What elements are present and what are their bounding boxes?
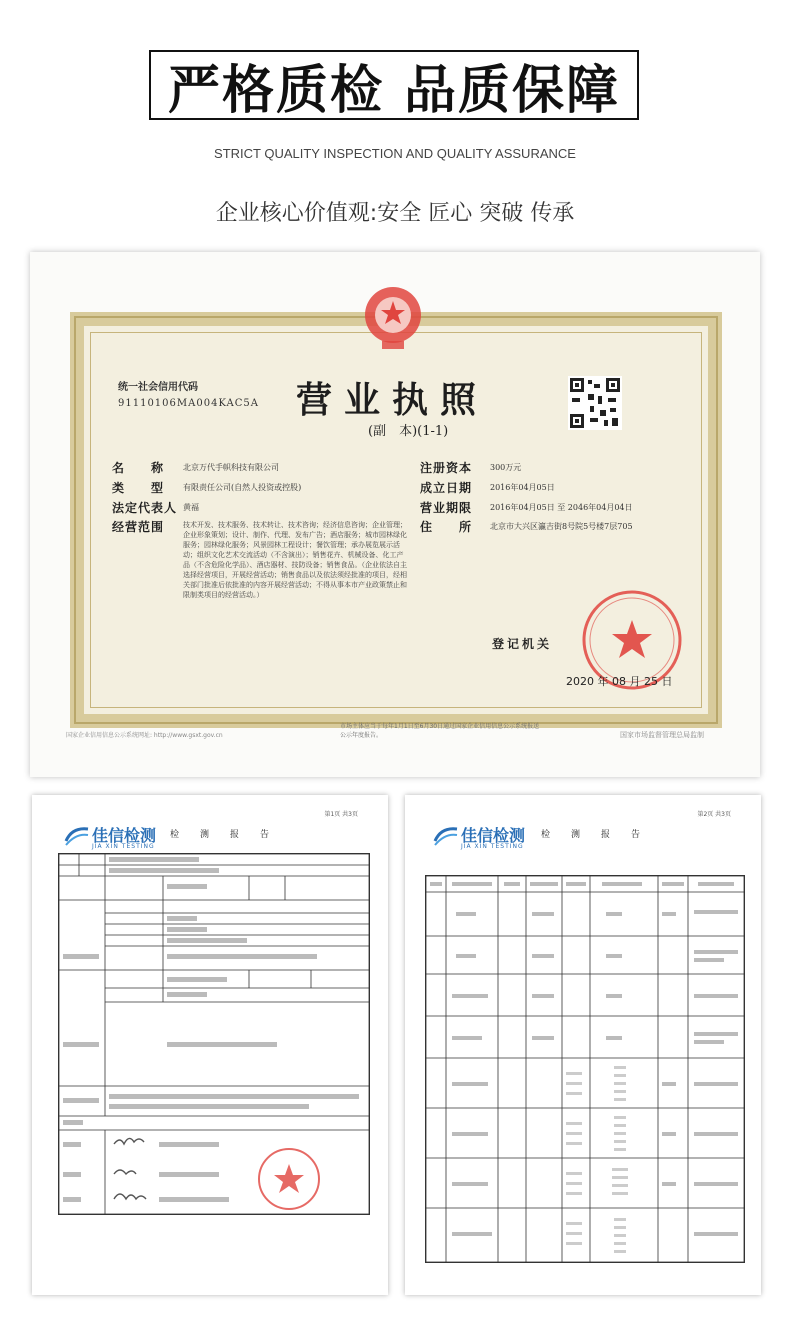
national-emblem-icon: [362, 283, 424, 353]
main-title: 严格质检 品质保障: [167, 60, 621, 121]
term-value: 2016年04月05日 至 2046年04月04日: [490, 503, 633, 512]
report-brand-en: JIA XIN TESTING: [461, 843, 524, 850]
testing-logo-icon: [433, 823, 459, 847]
license-footer-website: 国家企业信用信息公示系统网址: http://www.gsxt.gov.cn: [66, 732, 223, 739]
report-brand-en: JIA XIN TESTING: [92, 843, 155, 850]
report-title: 检 测 报 告: [541, 830, 647, 840]
legal-rep-value: 黄福: [183, 503, 199, 512]
license-copy-label: (副 本)(1-1): [368, 424, 449, 439]
credit-code-value: 91110106MA004KAC5A: [118, 398, 259, 409]
report-logo: [64, 823, 170, 853]
registration-date: 2020 年 08 月 25 日: [566, 675, 673, 688]
scope-value: 技术开发、技术服务、技术转让、技术咨询；经济信息咨询；企业管理；企业形象策划；设计、制作、代理、发布广告；酒店服务；城市园林绿化服务；园林绿化服务；风景园林工程设计；餐饮管理；承办展览展示活动；组织文化艺术交流活动（不含演出）；销售花卉、机械设备、化工产品（不含危险化学品）、酒店器材、技防设备；销售食品。（企业依法自主选择经营项目，开展经营活动；销售食品以及依法须经批准的项目，经相关部门批准后依批准的内容开展经营活动；不得从事本市产业政策禁止和限制类项目的经营活动。）: [183, 521, 407, 599]
registration-office-label: 登记机关: [492, 637, 553, 651]
legal-rep-label: 法定代表人: [112, 501, 178, 515]
license-footer-supervisor: 国家市场监督管理总局监制: [620, 731, 704, 739]
type-label: 类 型: [112, 481, 165, 495]
name-value: 北京万代手帜科技有限公司: [183, 463, 279, 472]
report-page-number: 第1页 共3页: [324, 811, 358, 818]
address-label: 住 所: [420, 520, 473, 534]
report-logo: [433, 823, 539, 853]
capital-value: 300万元: [490, 463, 522, 472]
name-label: 名 称: [112, 461, 165, 475]
type-value: 有限责任公司(自然人投资或控股): [183, 483, 302, 492]
report-page-number: 第2页 共3页: [697, 811, 731, 818]
report-results-table: [425, 875, 745, 1263]
testing-logo-icon: [64, 823, 90, 847]
main-title-box: [149, 50, 639, 120]
report-title: 检 测 报 告: [170, 830, 276, 840]
established-label: 成立日期: [420, 481, 473, 495]
address-value: 北京市大兴区瀛吉街8号院5号楼7层705: [490, 522, 633, 531]
core-values: 企业核心价值观:安全 匠心 突破 传承: [215, 201, 575, 226]
established-value: 2016年04月05日: [490, 483, 555, 492]
qr-code-icon: [568, 376, 622, 430]
report-brand: 佳信检测: [461, 826, 526, 845]
credit-code-label: 统一社会信用代码: [118, 382, 198, 393]
license-title: 营业执照: [296, 379, 489, 421]
subtitle: STRICT QUALITY INSPECTION AND QUALITY ASSURANCE: [214, 146, 576, 161]
capital-label: 注册资本: [420, 461, 473, 475]
report-brand: 佳信检测: [92, 826, 157, 845]
report-table: [58, 853, 370, 1215]
scope-label: 经营范围: [112, 520, 165, 534]
license-footer-notice: 市场主体应当于每年1月1日至6月30日通过国家企业信用信息公示系统报送公示年度报告。: [340, 723, 540, 739]
term-label: 营业期限: [420, 501, 473, 515]
test-report-page-1: [32, 795, 388, 1295]
test-report-page-2: [405, 795, 761, 1295]
